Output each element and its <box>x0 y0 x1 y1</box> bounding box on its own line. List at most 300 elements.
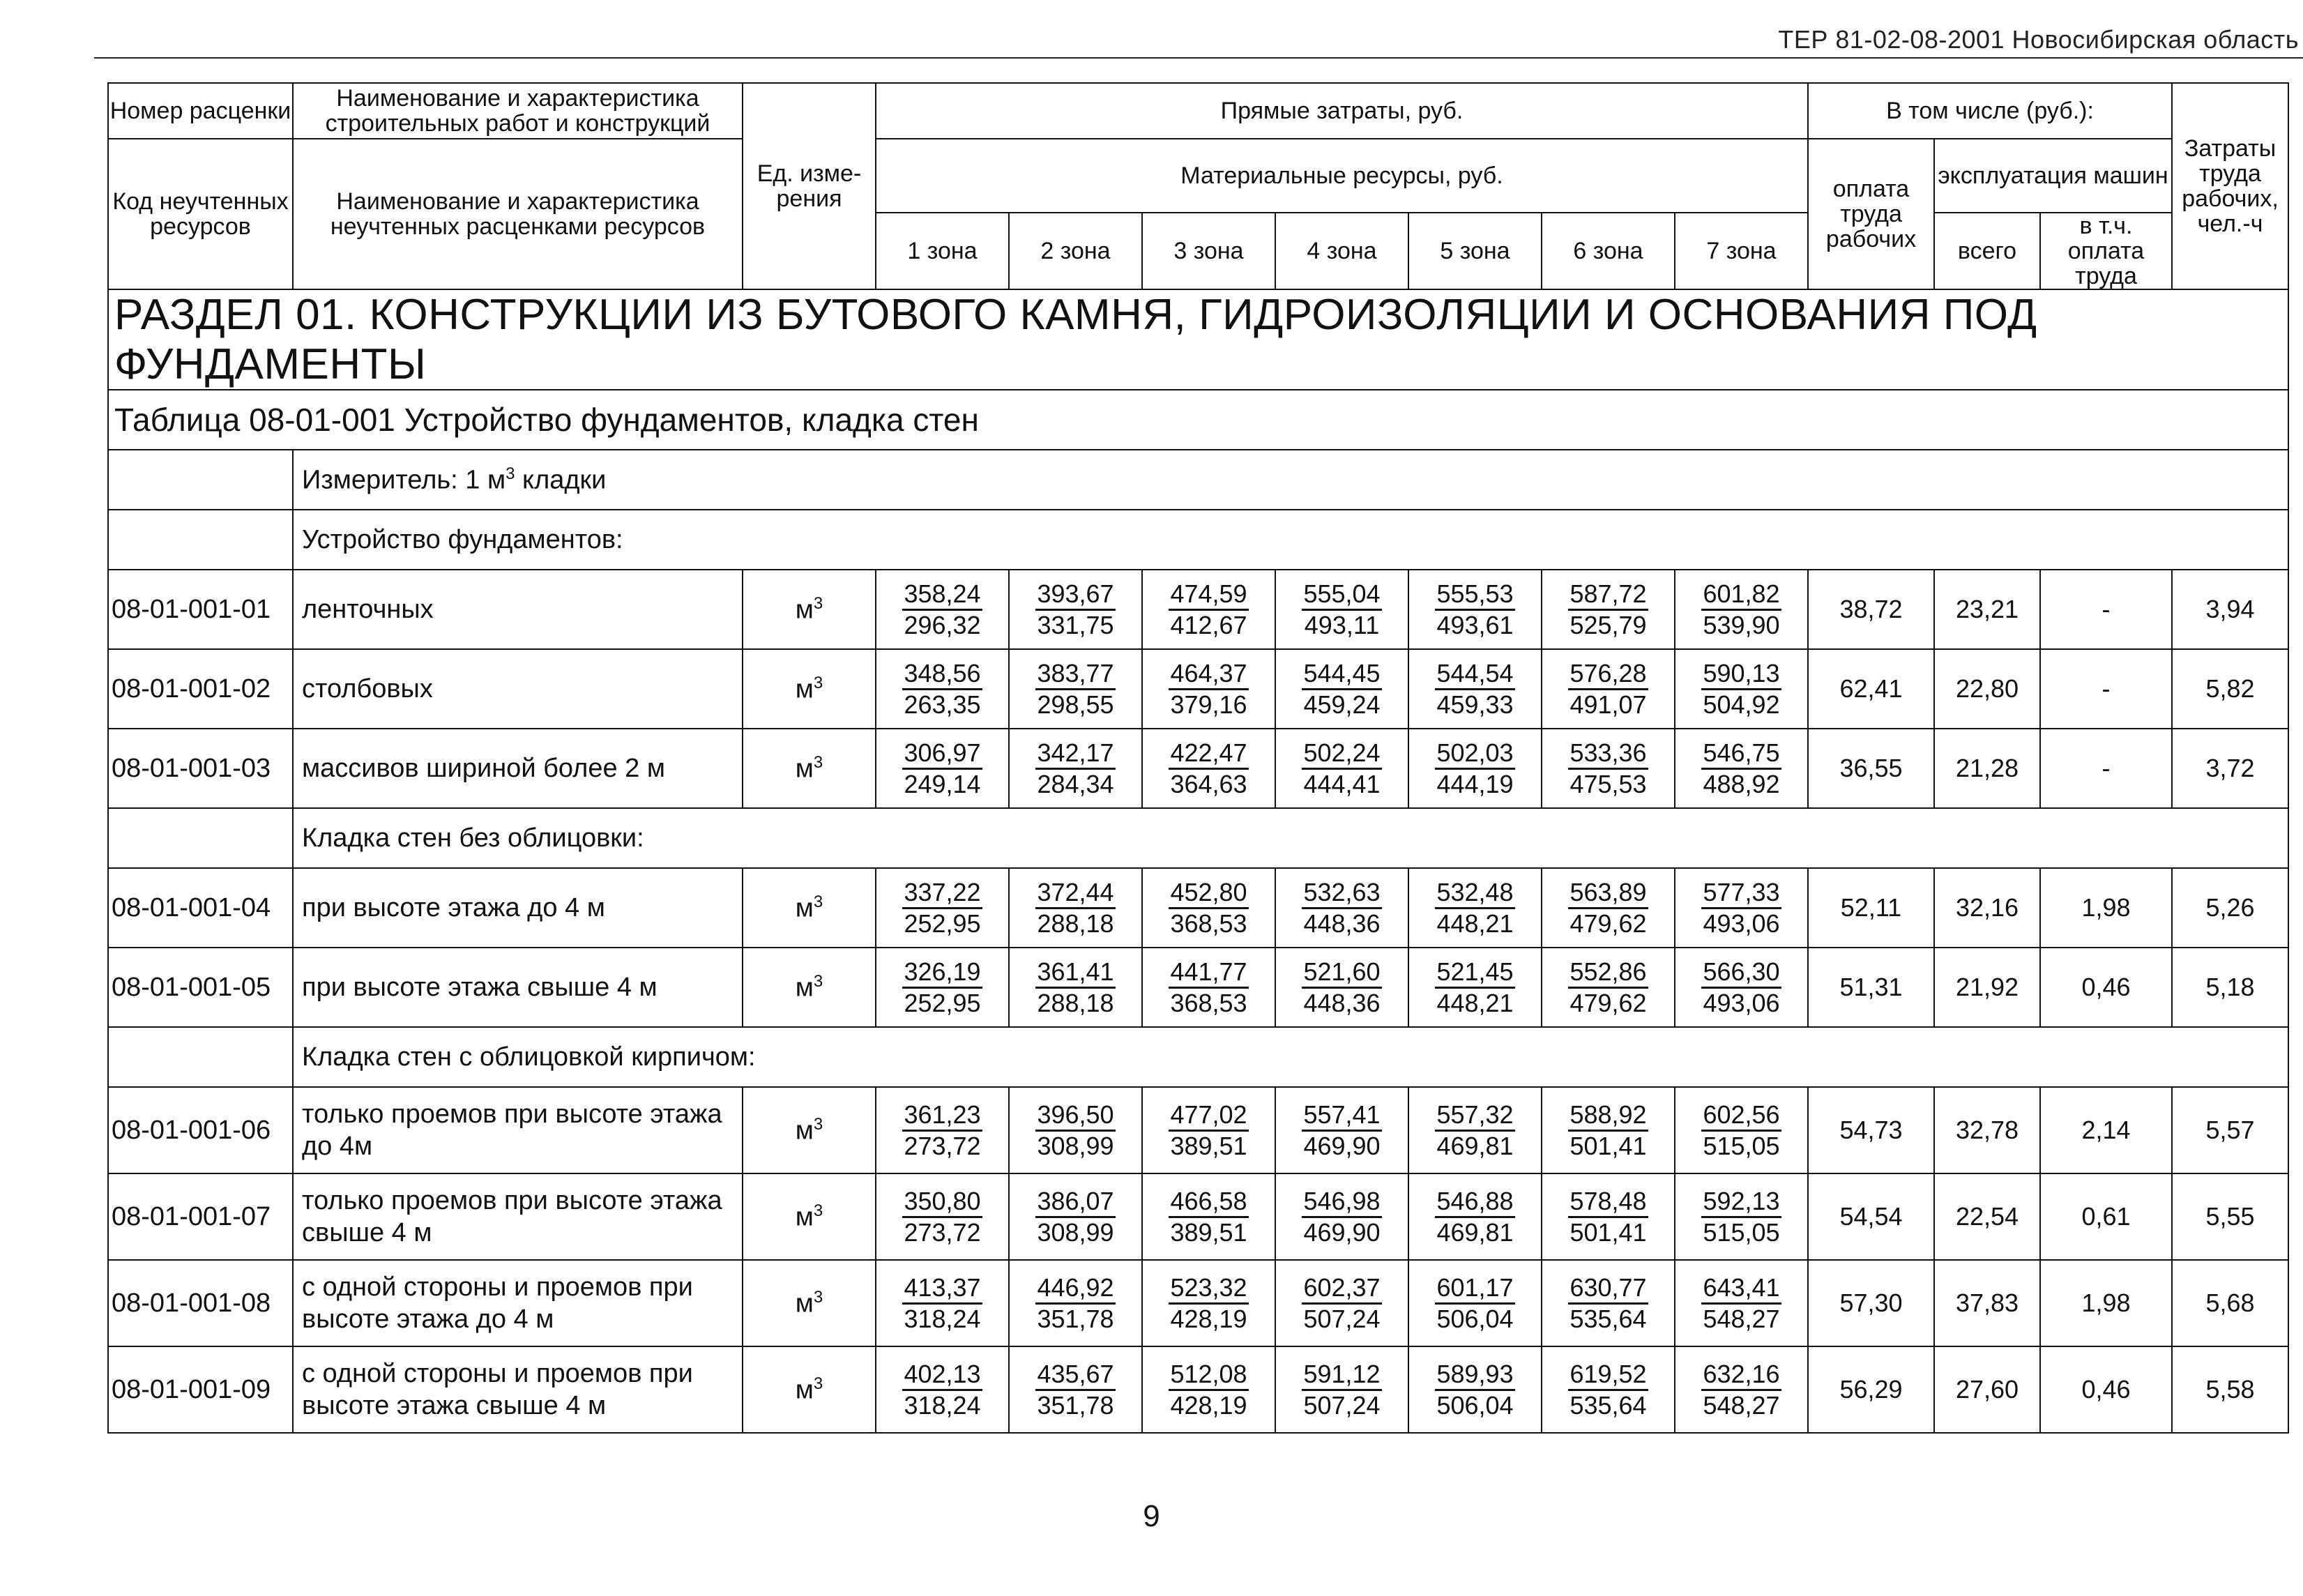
rate-code: 08-01-001-07 <box>108 1173 293 1260</box>
table-row <box>108 948 2288 1027</box>
header-labor-costs: Затраты труда рабочих, чел.-ч <box>2172 83 2288 289</box>
table-row <box>108 1087 2288 1173</box>
labor-pay: 52,11 <box>1808 868 1934 948</box>
labor-pay: 51,31 <box>1808 948 1934 1027</box>
labor-pay: 38,72 <box>1808 570 1934 649</box>
direct-cost: 546,75 <box>1701 738 1781 770</box>
zone-price-cell <box>1542 868 1675 948</box>
direct-cost: 393,67 <box>1035 579 1115 611</box>
zone-price-cell <box>1408 868 1542 948</box>
direct-cost: 588,92 <box>1568 1100 1648 1132</box>
work-name: только проемов при высоте этажа до 4м <box>293 1087 743 1173</box>
labor-hours: 5,55 <box>2172 1173 2288 1260</box>
material-cost: 506,04 <box>1436 1390 1514 1420</box>
material-cost: 493,06 <box>1703 909 1780 938</box>
material-cost: 249,14 <box>904 769 981 798</box>
direct-cost: 464,37 <box>1169 659 1248 690</box>
direct-cost: 578,48 <box>1568 1187 1648 1218</box>
zone-price-cell <box>876 1173 1009 1260</box>
work-name: с одной стороны и проемов при высоте этажа свыше 4 м <box>293 1346 743 1433</box>
unit-sup: 3 <box>813 1374 823 1393</box>
direct-cost: 591,12 <box>1302 1360 1381 1391</box>
header-direct-costs: Прямые затраты, руб. <box>876 83 1808 139</box>
direct-cost: 435,67 <box>1035 1360 1115 1391</box>
rate-code: 08-01-001-06 <box>108 1087 293 1173</box>
unit-sup: 3 <box>813 971 823 991</box>
material-cost: 459,24 <box>1303 690 1381 719</box>
header-zone-4: 4 зона <box>1275 213 1408 289</box>
direct-cost: 602,37 <box>1302 1273 1381 1305</box>
zone-price-cell <box>1675 729 1808 808</box>
unit <box>743 1346 876 1433</box>
direct-cost: 577,33 <box>1701 878 1781 909</box>
material-cost: 535,64 <box>1569 1304 1647 1333</box>
machines-total: 27,60 <box>1934 1346 2040 1433</box>
zone-price-cell <box>1408 948 1542 1027</box>
material-cost: 525,79 <box>1569 610 1647 639</box>
zone-price-cell <box>1009 1346 1142 1433</box>
material-cost: 493,06 <box>1703 988 1780 1017</box>
direct-cost: 413,37 <box>902 1273 982 1305</box>
zone-price-cell <box>1275 649 1408 729</box>
material-cost: 308,99 <box>1037 1131 1114 1160</box>
direct-cost: 502,24 <box>1302 738 1381 770</box>
material-cost: 252,95 <box>904 988 981 1017</box>
work-name: массивов шириной более 2 м <box>293 729 743 808</box>
direct-cost: 589,93 <box>1435 1360 1514 1391</box>
direct-cost: 590,13 <box>1701 659 1781 690</box>
unit <box>743 948 876 1027</box>
direct-cost: 306,97 <box>902 738 982 770</box>
unit-base: м <box>795 893 814 923</box>
material-cost: 298,55 <box>1037 690 1114 719</box>
table-row <box>108 649 2288 729</box>
material-cost: 501,41 <box>1569 1217 1647 1247</box>
direct-cost: 441,77 <box>1169 957 1248 989</box>
direct-cost: 512,08 <box>1169 1360 1248 1391</box>
material-cost: 428,19 <box>1170 1390 1247 1420</box>
zone-price-cell <box>1009 570 1142 649</box>
material-cost: 507,24 <box>1303 1390 1381 1420</box>
machines-total: 22,80 <box>1934 649 2040 729</box>
material-cost: 448,21 <box>1436 988 1514 1017</box>
measure-label <box>293 450 2288 510</box>
document-header: ТЕР 81-02-08-2001 Новосибирская область <box>1778 25 2299 54</box>
machines-total: 37,83 <box>1934 1260 2040 1346</box>
work-name: с одной стороны и проемов при высоте этажа до 4 м <box>293 1260 743 1346</box>
zone-price-cell <box>1675 1173 1808 1260</box>
material-cost: 504,92 <box>1703 690 1780 719</box>
direct-cost: 383,77 <box>1035 659 1115 690</box>
zone-price-cell <box>1275 570 1408 649</box>
zone-price-cell <box>1142 1173 1275 1260</box>
empty-cell <box>108 808 293 868</box>
header-machines-total: всего <box>1934 213 2040 289</box>
machines-labor: 1,98 <box>2040 868 2172 948</box>
material-cost: 308,99 <box>1037 1217 1114 1247</box>
work-name: при высоте этажа свыше 4 м <box>293 948 743 1027</box>
table-title: Таблица 08-01-001 Устройство фундаментов, кладка стен <box>108 390 2288 450</box>
unit <box>743 1173 876 1260</box>
direct-cost: 521,60 <box>1302 957 1381 989</box>
header-rule <box>94 57 2303 59</box>
table-row <box>108 1346 2288 1433</box>
material-cost: 318,24 <box>904 1390 981 1420</box>
work-name: при высоте этажа до 4 м <box>293 868 743 948</box>
material-cost: 368,53 <box>1170 909 1247 938</box>
empty-cell <box>108 510 293 570</box>
direct-cost: 466,58 <box>1169 1187 1248 1218</box>
direct-cost: 557,41 <box>1302 1100 1381 1132</box>
direct-cost: 477,02 <box>1169 1100 1248 1132</box>
direct-cost: 350,80 <box>902 1187 982 1218</box>
labor-hours: 5,82 <box>2172 649 2288 729</box>
table-row <box>108 868 2288 948</box>
header-machines-labor: в т.ч. оплата труда <box>2040 213 2172 289</box>
table-row <box>108 1173 2288 1260</box>
machines-total: 32,78 <box>1934 1087 2040 1173</box>
material-cost: 448,21 <box>1436 909 1514 938</box>
group-title: Кладка стен без облицовки: <box>293 808 2288 868</box>
zone-price-cell <box>1142 868 1275 948</box>
labor-pay: 54,54 <box>1808 1173 1934 1260</box>
labor-hours: 5,26 <box>2172 868 2288 948</box>
direct-cost: 502,03 <box>1435 738 1514 770</box>
direct-cost: 348,56 <box>902 659 982 690</box>
unit <box>743 1087 876 1173</box>
unit-sup: 3 <box>813 1201 823 1220</box>
header-including: В том числе (руб.): <box>1808 83 2172 139</box>
unit <box>743 729 876 808</box>
material-cost: 506,04 <box>1436 1304 1514 1333</box>
direct-cost: 532,63 <box>1302 878 1381 909</box>
work-name: столбовых <box>293 649 743 729</box>
direct-cost: 557,32 <box>1435 1100 1514 1132</box>
zone-price-cell <box>1542 649 1675 729</box>
direct-cost: 361,41 <box>1035 957 1115 989</box>
rate-code: 08-01-001-08 <box>108 1260 293 1346</box>
machines-total: 32,16 <box>1934 868 2040 948</box>
material-cost: 459,33 <box>1436 690 1514 719</box>
direct-cost: 474,59 <box>1169 579 1248 611</box>
direct-cost: 372,44 <box>1035 878 1115 909</box>
direct-cost: 396,50 <box>1035 1100 1115 1132</box>
direct-cost: 358,24 <box>902 579 982 611</box>
direct-cost: 337,22 <box>902 878 982 909</box>
header-zone-7: 7 зона <box>1675 213 1808 289</box>
material-cost: 515,05 <box>1703 1217 1780 1247</box>
machines-labor: 0,61 <box>2040 1173 2172 1260</box>
zone-price-cell <box>1408 570 1542 649</box>
zone-price-cell <box>1408 1087 1542 1173</box>
measure-text: Измеритель: 1 м <box>302 465 506 495</box>
zone-price-cell <box>1142 1260 1275 1346</box>
rate-code: 08-01-001-04 <box>108 868 293 948</box>
unit <box>743 649 876 729</box>
direct-cost: 342,17 <box>1035 738 1115 770</box>
unit-base: м <box>795 1202 814 1232</box>
unit-sup: 3 <box>813 1287 823 1307</box>
rate-code: 08-01-001-05 <box>108 948 293 1027</box>
material-cost: 428,19 <box>1170 1304 1247 1333</box>
material-cost: 263,35 <box>904 690 981 719</box>
header-material-resources: Материальные ресурсы, руб. <box>876 139 1808 213</box>
unit-sup: 3 <box>813 673 823 692</box>
zone-price-cell <box>1542 1260 1675 1346</box>
zone-price-cell <box>1275 948 1408 1027</box>
direct-cost: 544,45 <box>1302 659 1381 690</box>
direct-cost: 523,32 <box>1169 1273 1248 1305</box>
table-row <box>108 1260 2288 1346</box>
direct-cost: 422,47 <box>1169 738 1248 770</box>
header-labor-pay: оплата труда рабочих <box>1808 139 1934 289</box>
zone-price-cell <box>1009 1087 1142 1173</box>
zone-price-cell <box>1142 1346 1275 1433</box>
labor-pay: 56,29 <box>1808 1346 1934 1433</box>
material-cost: 364,63 <box>1170 769 1247 798</box>
material-cost: 368,53 <box>1170 988 1247 1017</box>
material-cost: 389,51 <box>1170 1217 1247 1247</box>
zone-price-cell <box>1542 1346 1675 1433</box>
direct-cost: 521,45 <box>1435 957 1514 989</box>
zone-price-cell <box>1675 570 1808 649</box>
direct-cost: 576,28 <box>1568 659 1648 690</box>
machines-labor: - <box>2040 729 2172 808</box>
rate-code: 08-01-001-01 <box>108 570 293 649</box>
zone-price-cell <box>1009 729 1142 808</box>
material-cost: 389,51 <box>1170 1131 1247 1160</box>
zone-price-cell <box>1275 1346 1408 1433</box>
direct-cost: 452,80 <box>1169 878 1248 909</box>
page-number: 9 <box>1143 1499 1160 1533</box>
material-cost: 539,90 <box>1703 610 1780 639</box>
rate-code: 08-01-001-03 <box>108 729 293 808</box>
material-cost: 493,61 <box>1436 610 1514 639</box>
zone-price-cell <box>1408 1173 1542 1260</box>
rate-code: 08-01-001-02 <box>108 649 293 729</box>
material-cost: 252,95 <box>904 909 981 938</box>
direct-cost: 630,77 <box>1568 1273 1648 1305</box>
material-cost: 535,64 <box>1569 1390 1647 1420</box>
machines-labor: 0,46 <box>2040 1346 2172 1433</box>
material-cost: 284,34 <box>1037 769 1114 798</box>
header-zone-6: 6 зона <box>1542 213 1675 289</box>
labor-pay: 57,30 <box>1808 1260 1934 1346</box>
zone-price-cell <box>876 868 1009 948</box>
header-zone-5: 5 зона <box>1408 213 1542 289</box>
zone-price-cell <box>1408 649 1542 729</box>
labor-pay: 36,55 <box>1808 729 1934 808</box>
machines-total: 22,54 <box>1934 1173 2040 1260</box>
zone-price-cell <box>1009 649 1142 729</box>
material-cost: 475,53 <box>1569 769 1647 798</box>
material-cost: 469,81 <box>1436 1131 1514 1160</box>
zone-price-cell <box>1675 948 1808 1027</box>
header-rate-number: Номер расценки <box>108 83 293 139</box>
direct-cost: 326,19 <box>902 957 982 989</box>
material-cost: 448,36 <box>1303 909 1381 938</box>
material-cost: 444,19 <box>1436 769 1514 798</box>
unit-base: м <box>795 1375 814 1405</box>
zone-price-cell <box>876 649 1009 729</box>
unit-sup: 3 <box>813 892 823 911</box>
measure-sup: 3 <box>506 464 515 483</box>
zone-price-cell <box>1275 1260 1408 1346</box>
work-name: только проемов при высоте этажа свыше 4 м <box>293 1173 743 1260</box>
machines-total: 23,21 <box>1934 570 2040 649</box>
direct-cost: 546,88 <box>1435 1187 1514 1218</box>
direct-cost: 402,13 <box>902 1360 982 1391</box>
direct-cost: 386,07 <box>1035 1187 1115 1218</box>
material-cost: 448,36 <box>1303 988 1381 1017</box>
labor-hours: 3,72 <box>2172 729 2288 808</box>
direct-cost: 552,86 <box>1568 957 1648 989</box>
material-cost: 351,78 <box>1037 1390 1114 1420</box>
machines-labor: - <box>2040 649 2172 729</box>
zone-price-cell <box>1275 1173 1408 1260</box>
unit-base: м <box>795 674 814 704</box>
material-cost: 488,92 <box>1703 769 1780 798</box>
zone-price-cell <box>876 1260 1009 1346</box>
unit-base: м <box>795 973 814 1003</box>
machines-labor: 1,98 <box>2040 1260 2172 1346</box>
material-cost: 479,62 <box>1569 909 1647 938</box>
material-cost: 288,18 <box>1037 988 1114 1017</box>
zone-price-cell <box>1542 948 1675 1027</box>
direct-cost: 643,41 <box>1701 1273 1781 1305</box>
direct-cost: 555,53 <box>1435 579 1514 611</box>
header-zone-1: 1 зона <box>876 213 1009 289</box>
labor-hours: 5,18 <box>2172 948 2288 1027</box>
unit-sup: 3 <box>813 593 823 613</box>
header-machines: эксплуатация машин <box>1934 139 2172 213</box>
direct-cost: 446,92 <box>1035 1273 1115 1305</box>
material-cost: 548,27 <box>1703 1390 1780 1420</box>
zone-price-cell <box>1542 1087 1675 1173</box>
zone-price-cell <box>1142 729 1275 808</box>
zone-price-cell <box>1675 649 1808 729</box>
direct-cost: 632,16 <box>1701 1360 1781 1391</box>
unit <box>743 1260 876 1346</box>
empty-cell <box>108 450 293 510</box>
header-zone-3: 3 зона <box>1142 213 1275 289</box>
material-cost: 548,27 <box>1703 1304 1780 1333</box>
zone-price-cell <box>1009 1260 1142 1346</box>
unit-base: м <box>795 754 814 784</box>
material-cost: 318,24 <box>904 1304 981 1333</box>
zone-price-cell <box>1142 948 1275 1027</box>
machines-total: 21,92 <box>1934 948 2040 1027</box>
direct-cost: 563,89 <box>1568 878 1648 909</box>
direct-cost: 601,17 <box>1435 1273 1514 1305</box>
group-title: Кладка стен с облицовкой кирпичом: <box>293 1027 2288 1087</box>
labor-pay: 62,41 <box>1808 649 1934 729</box>
unit-base: м <box>795 595 814 625</box>
zone-price-cell <box>1542 570 1675 649</box>
zone-price-cell <box>1675 868 1808 948</box>
direct-cost: 361,23 <box>902 1100 982 1132</box>
zone-price-cell <box>1142 570 1275 649</box>
material-cost: 491,07 <box>1569 690 1647 719</box>
zone-price-cell <box>876 948 1009 1027</box>
zone-price-cell <box>1408 1260 1542 1346</box>
work-name: ленточных <box>293 570 743 649</box>
zone-price-cell <box>1009 1173 1142 1260</box>
zone-price-cell <box>1142 1087 1275 1173</box>
group-title: Устройство фундаментов: <box>293 510 2288 570</box>
unit <box>743 868 876 948</box>
material-cost: 479,62 <box>1569 988 1647 1017</box>
zone-price-cell <box>1408 729 1542 808</box>
zone-price-cell <box>1009 948 1142 1027</box>
zone-price-cell <box>1408 1346 1542 1433</box>
empty-cell <box>108 1027 293 1087</box>
material-cost: 469,81 <box>1436 1217 1514 1247</box>
material-cost: 351,78 <box>1037 1304 1114 1333</box>
unit <box>743 570 876 649</box>
machines-total: 21,28 <box>1934 729 2040 808</box>
rate-code: 08-01-001-09 <box>108 1346 293 1433</box>
zone-price-cell <box>876 1087 1009 1173</box>
material-cost: 469,90 <box>1303 1217 1381 1247</box>
zone-price-cell <box>1542 1173 1675 1260</box>
material-cost: 444,41 <box>1303 769 1381 798</box>
direct-cost: 602,56 <box>1701 1100 1781 1132</box>
material-cost: 273,72 <box>904 1131 981 1160</box>
unit-sup: 3 <box>813 752 823 772</box>
material-cost: 273,72 <box>904 1217 981 1247</box>
header-unit: Ед. изме-рения <box>743 83 876 289</box>
material-cost: 501,41 <box>1569 1131 1647 1160</box>
unit-base: м <box>795 1116 814 1146</box>
zone-price-cell <box>1675 1260 1808 1346</box>
header-zone-2: 2 зона <box>1009 213 1142 289</box>
zone-price-cell <box>1675 1087 1808 1173</box>
direct-cost: 544,54 <box>1435 659 1514 690</box>
zone-price-cell <box>876 1346 1009 1433</box>
direct-cost: 532,48 <box>1435 878 1514 909</box>
zone-price-cell <box>1275 868 1408 948</box>
direct-cost: 555,04 <box>1302 579 1381 611</box>
material-cost: 331,75 <box>1037 610 1114 639</box>
zone-price-cell <box>1142 649 1275 729</box>
direct-cost: 533,36 <box>1568 738 1648 770</box>
direct-cost: 601,82 <box>1701 579 1781 611</box>
direct-cost: 546,98 <box>1302 1187 1381 1218</box>
zone-price-cell <box>1275 1087 1408 1173</box>
zone-price-cell <box>876 570 1009 649</box>
zone-price-cell <box>876 729 1009 808</box>
section-title: РАЗДЕЛ 01. КОНСТРУКЦИИ ИЗ БУТОВОГО КАМНЯ, ГИДРОИЗОЛЯЦИИ И ОСНОВАНИЯ ПОД ФУНДАМЕНТЫ <box>108 289 2288 390</box>
header-resource-code: Код неучтенных ресурсов <box>108 139 293 289</box>
unit-sup: 3 <box>813 1114 823 1134</box>
direct-cost: 587,72 <box>1568 579 1648 611</box>
labor-hours: 5,57 <box>2172 1087 2288 1173</box>
machines-labor: 0,46 <box>2040 948 2172 1027</box>
zone-price-cell <box>1542 729 1675 808</box>
material-cost: 379,16 <box>1170 690 1247 719</box>
direct-cost: 619,52 <box>1568 1360 1648 1391</box>
material-cost: 493,11 <box>1304 610 1380 639</box>
material-cost: 469,90 <box>1303 1131 1381 1160</box>
header-work-name: Наименование и характеристика строительных работ и конструкций <box>293 83 743 139</box>
zone-price-cell <box>1675 1346 1808 1433</box>
labor-pay: 54,73 <box>1808 1087 1934 1173</box>
material-cost: 507,24 <box>1303 1304 1381 1333</box>
zone-price-cell <box>1009 868 1142 948</box>
direct-cost: 566,30 <box>1701 957 1781 989</box>
rates-table <box>107 82 2289 1434</box>
